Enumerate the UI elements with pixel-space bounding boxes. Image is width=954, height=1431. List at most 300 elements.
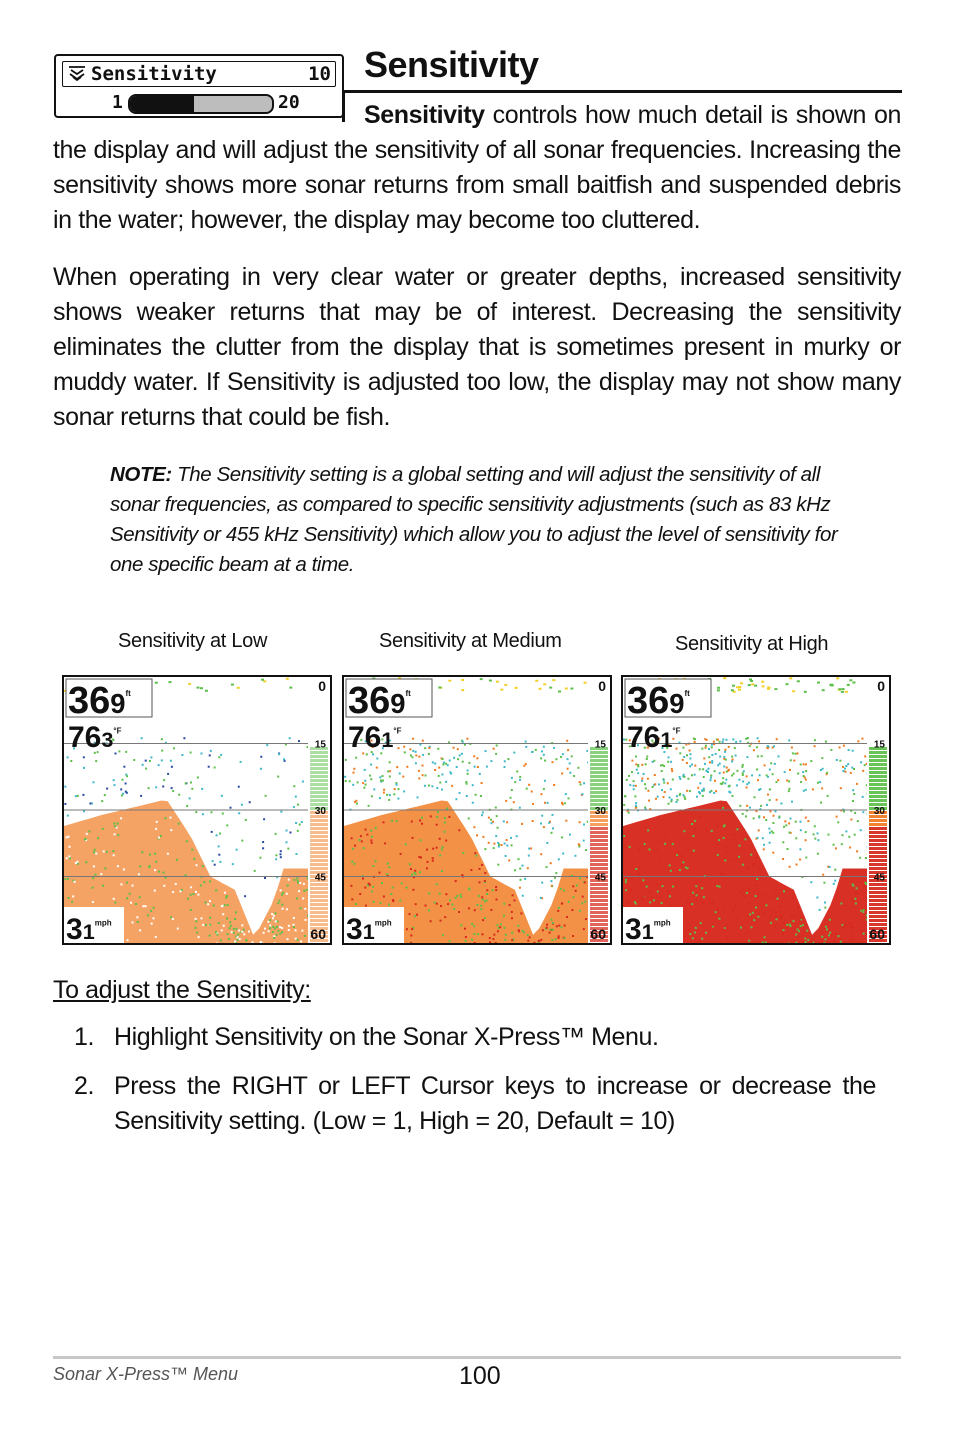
scale-segment (590, 891, 608, 894)
step-text: Highlight Sensitivity on the Sonar X-Press™ Menu. (114, 1023, 659, 1051)
sonar-return (222, 913, 224, 915)
sonar-return (351, 898, 353, 900)
sonar-return (215, 889, 217, 891)
sonar-return (460, 896, 462, 898)
sonar-return (104, 868, 106, 870)
sonar-return (645, 763, 647, 765)
caption-low: Sensitivity at Low (118, 630, 268, 652)
sonar-return (690, 753, 692, 755)
sonar-return (470, 869, 472, 871)
sonar-return (145, 905, 147, 907)
sonar-return (672, 843, 674, 845)
sonar-return (717, 689, 720, 691)
sonar-return (795, 915, 797, 917)
sonar-return (355, 903, 357, 905)
scale-segment (310, 763, 328, 766)
sonar-return (643, 773, 645, 775)
sonar-return (770, 810, 772, 812)
sonar-return (438, 687, 441, 689)
sonar-return (656, 850, 658, 852)
scale-segment (310, 855, 328, 858)
sonar-return (202, 813, 204, 815)
sonar-return (821, 757, 823, 759)
sonar-return (688, 929, 690, 931)
sonar-return (505, 934, 507, 936)
sonar-return (523, 931, 525, 933)
sonar-return (476, 834, 478, 836)
sonar-return (770, 897, 772, 899)
scale-segment (310, 887, 328, 890)
sonar-return (735, 918, 737, 920)
sonar-return (751, 926, 753, 928)
sonar-return (540, 793, 542, 795)
sonar-return (153, 917, 155, 919)
sonar-return (579, 877, 581, 879)
sonar-return (379, 797, 381, 799)
sonar-return (484, 880, 486, 882)
scale-segment (310, 771, 328, 774)
sonar-return (497, 827, 499, 829)
depth-scale-label: 60 (310, 926, 326, 942)
sonar-return (287, 885, 289, 887)
sonar-return (829, 866, 831, 868)
sonar-return (637, 772, 639, 774)
sonar-return (703, 757, 705, 759)
sonar-return (365, 905, 367, 907)
sonar-return (833, 883, 835, 885)
sonar-return (631, 771, 633, 773)
sonar-return (190, 782, 192, 784)
sonar-return (436, 847, 438, 849)
sonar-return (780, 803, 782, 805)
sonar-return (461, 679, 464, 681)
sonar-return (196, 932, 198, 934)
sonar-return (541, 882, 543, 884)
sonar-return (506, 821, 508, 823)
sonar-return (441, 870, 443, 872)
sonar-return (262, 841, 264, 843)
sonar-return (853, 926, 855, 928)
sonar-return (201, 917, 203, 919)
sonar-return (580, 784, 582, 786)
sonar-return (209, 917, 211, 919)
sonar-return (434, 763, 436, 765)
sonar-return (834, 880, 836, 882)
sonar-return (209, 935, 211, 937)
sonar-return (154, 869, 156, 871)
sonar-return (462, 761, 464, 763)
depth-scale-label: 45 (873, 872, 885, 884)
sonar-return (178, 794, 180, 796)
sonar-return (712, 925, 714, 927)
sonar-return (585, 918, 587, 920)
sonar-return (259, 943, 261, 944)
sonar-return (683, 756, 685, 758)
sonar-return (788, 780, 790, 782)
sonar-return (800, 764, 802, 766)
sonar-return (843, 811, 845, 813)
sonar-return (540, 757, 542, 759)
scale-segment (869, 775, 887, 778)
sonar-return (718, 839, 720, 841)
sonar-return (497, 864, 499, 866)
sonar-return (741, 766, 743, 768)
sonar-return (211, 831, 213, 833)
sonar-return (772, 822, 774, 824)
sonar-return (382, 775, 384, 777)
sonar-return (161, 750, 163, 752)
sonar-return (574, 855, 576, 857)
sonar-return (556, 925, 558, 927)
sonar-return (558, 925, 560, 927)
sonar-return (757, 737, 759, 739)
sonar-return (643, 895, 645, 897)
sonar-return (719, 772, 721, 774)
sonar-return (372, 865, 374, 867)
sonar-return (92, 901, 94, 903)
sonar-return (195, 920, 197, 922)
sonar-return (726, 937, 728, 939)
sonar-return (681, 864, 683, 866)
sonar-return (648, 800, 650, 802)
sonar-return (460, 894, 462, 896)
sonar-return (767, 747, 769, 749)
sonar-return (421, 823, 423, 825)
sonar-return (162, 786, 164, 788)
sonar-return (85, 861, 87, 863)
sonar-return (676, 854, 678, 856)
sonar-return (724, 925, 726, 927)
sonar-return (462, 852, 464, 854)
sonar-return (628, 775, 630, 777)
sonar-return (708, 748, 710, 750)
sonar-return (711, 754, 713, 756)
sonar-return (297, 804, 299, 806)
sonar-return (490, 760, 492, 762)
scale-segment (869, 755, 887, 758)
sonar-return (484, 848, 486, 850)
sonar-return (845, 771, 847, 773)
sonar-return (547, 802, 549, 804)
sonar-return (669, 895, 671, 897)
sonar-return (122, 793, 124, 795)
sonar-return (686, 790, 688, 792)
sonar-return (783, 826, 785, 828)
sonar-return (769, 799, 771, 801)
sonar-return (788, 790, 790, 792)
sonar-return (287, 848, 289, 850)
sonar-return (850, 772, 852, 774)
scale-segment (310, 799, 328, 802)
sonar-return (732, 795, 734, 797)
sonar-return (755, 907, 757, 909)
sonar-return (191, 788, 193, 790)
sonar-return (432, 761, 434, 763)
sonar-return (280, 811, 282, 813)
sonar-return (167, 853, 169, 855)
sonar-return (384, 842, 386, 844)
sonar-return (513, 801, 515, 803)
sonar-return (670, 761, 672, 763)
sonar-return (819, 909, 821, 911)
sonar-return (237, 934, 239, 936)
sonar-return (203, 881, 205, 883)
sonar-return (64, 803, 66, 805)
scale-segment (310, 795, 328, 798)
sonar-return (295, 822, 297, 824)
sonar-return (719, 763, 721, 765)
sonar-return (239, 938, 241, 940)
sonar-return (703, 896, 705, 898)
sonar-return (268, 930, 270, 932)
sonar-return (683, 830, 685, 832)
sonar-return (758, 913, 760, 915)
sonar-return (515, 687, 518, 689)
sonar-return (282, 908, 284, 910)
sonar-return (850, 926, 852, 928)
sonar-return (520, 879, 522, 881)
sonar-return (529, 936, 531, 938)
sonar-return (746, 756, 748, 758)
scale-segment (869, 827, 887, 830)
sonar-return (175, 883, 177, 885)
sonar-return (425, 775, 427, 777)
sonar-return (838, 688, 841, 690)
sonar-return (210, 750, 212, 752)
sonar-return (74, 881, 76, 883)
sonar-return (566, 740, 568, 742)
sonar-return (142, 905, 144, 907)
sonar-return (273, 915, 275, 917)
sonar-return (856, 783, 858, 785)
sonar-return (122, 779, 124, 781)
sonar-return (765, 941, 767, 943)
sonar-return (187, 898, 189, 900)
sonar-return (221, 795, 223, 797)
sonar-return (519, 807, 521, 809)
sonar-return (535, 749, 537, 751)
sonar-return (505, 855, 507, 857)
sonar-return (723, 837, 725, 839)
sonar-return (798, 930, 800, 932)
sonar-return (82, 794, 84, 796)
scale-segment (590, 867, 608, 870)
sonar-return (202, 924, 204, 926)
sonar-return (410, 935, 412, 937)
sonar-return (691, 903, 693, 905)
sonar-return (746, 805, 748, 807)
sonar-return (735, 741, 737, 743)
sonar-return (703, 776, 705, 778)
sonar-return (404, 751, 406, 753)
sonar-return (850, 937, 852, 939)
sonar-return (476, 855, 478, 857)
sonar-return (683, 774, 685, 776)
sonar-return (503, 915, 505, 917)
sonar-return (117, 865, 119, 867)
scale-segment (869, 795, 887, 798)
sonar-return (445, 840, 447, 842)
sonar-return (840, 938, 842, 940)
title-rule (344, 90, 902, 93)
sonar-return (352, 784, 354, 786)
sonar-return (265, 795, 267, 797)
sonar-return (731, 775, 733, 777)
sonar-return (705, 745, 707, 747)
sonar-return (689, 750, 691, 752)
sonar-return (444, 817, 446, 819)
sonar-return (558, 858, 560, 860)
sonar-return (789, 677, 792, 679)
sonar-return (440, 920, 442, 922)
scale-segment (869, 863, 887, 866)
sonar-return (814, 739, 816, 741)
depth-scale-label: 15 (873, 739, 885, 751)
scale-segment (869, 767, 887, 770)
sonar-return (854, 898, 856, 900)
sonar-return (396, 820, 398, 822)
sonar-return (297, 880, 299, 882)
sonar-return (711, 762, 713, 764)
sonar-return (709, 761, 711, 763)
sonar-return (514, 899, 516, 901)
sonar-return (790, 818, 792, 820)
sonar-return (701, 789, 703, 791)
sonar-return (511, 777, 513, 779)
sonar-return (550, 880, 552, 882)
sonar-return (392, 887, 394, 889)
sonar-return (564, 925, 566, 927)
sonar-return (762, 837, 764, 839)
sonar-return (840, 787, 842, 789)
sonar-return (468, 818, 470, 820)
sonar-return (375, 860, 377, 862)
sonar-return (742, 813, 744, 815)
sonar-return (465, 936, 467, 938)
sonar-return (777, 779, 779, 781)
sonar-return (724, 824, 726, 826)
sonar-return (769, 842, 771, 844)
sonar-return (625, 847, 627, 849)
sonar-return (843, 745, 845, 747)
sonar-return (758, 829, 760, 831)
sonar-return (740, 892, 742, 894)
sonar-return (511, 789, 513, 791)
scale-segment (310, 891, 328, 894)
sonar-return (283, 758, 285, 760)
sonar-return (826, 928, 828, 930)
sonar-return (701, 938, 703, 940)
sonar-return (281, 894, 283, 896)
sonar-return (233, 928, 235, 930)
sonar-return (415, 751, 417, 753)
sonar-return (803, 941, 805, 943)
scale-segment (590, 839, 608, 842)
sonar-return (300, 941, 302, 943)
sonar-return (500, 923, 502, 925)
sonar-return (655, 798, 657, 800)
sonar-return (865, 882, 867, 884)
sonar-return (459, 754, 461, 756)
scale-segment (590, 835, 608, 838)
sonar-return (273, 937, 275, 939)
sonar-return (186, 805, 188, 807)
sonar-return (495, 753, 497, 755)
sonar-return (263, 818, 265, 820)
sonar-return (405, 843, 407, 845)
sonar-return (571, 755, 573, 757)
sonar-return (825, 938, 827, 940)
sonar-return (455, 897, 457, 899)
sonar-return (723, 906, 725, 908)
sonar-return (449, 940, 451, 942)
scale-segment (310, 759, 328, 762)
sonar-return (708, 768, 710, 770)
sonar-return (436, 816, 438, 818)
sonar-return (695, 927, 697, 929)
sonar-return (833, 844, 835, 846)
sonar-return (783, 929, 785, 931)
sonar-return (235, 911, 237, 913)
sonar-return (761, 755, 763, 757)
sonar-return (456, 766, 458, 768)
sonar-return (582, 793, 584, 795)
sonar-return (836, 677, 839, 679)
scale-segment (590, 787, 608, 790)
sonar-return (582, 896, 584, 898)
sonar-return (95, 853, 97, 855)
sonar-return (746, 775, 748, 777)
sonar-return (88, 830, 90, 832)
sonar-return (103, 850, 105, 852)
sonar-return (243, 933, 245, 935)
sonar-return (430, 920, 432, 922)
sonar-return (722, 782, 724, 784)
scale-segment (590, 899, 608, 902)
sonar-return (488, 817, 490, 819)
sonar-return (730, 858, 732, 860)
sonar-return (633, 780, 635, 782)
sonar-return (852, 789, 854, 791)
sonar-return (775, 810, 777, 812)
sonar-return (205, 901, 207, 903)
sonar-return (197, 777, 199, 779)
sonar-return (718, 749, 720, 751)
sonar-return (762, 685, 765, 687)
scale-segment (869, 823, 887, 826)
sonar-return (440, 905, 442, 907)
sonar-return (453, 908, 455, 910)
sonar-return (852, 885, 854, 887)
sonar-return (176, 859, 178, 861)
sonar-return (782, 933, 784, 935)
sonar-return (272, 926, 274, 928)
sonar-return (553, 784, 555, 786)
sonar-plot (623, 677, 889, 943)
sonar-return (789, 832, 791, 834)
scale-segment (869, 855, 887, 858)
sonar-return (519, 779, 521, 781)
sonar-return (638, 873, 640, 875)
sonar-return (364, 780, 366, 782)
scale-segment (869, 763, 887, 766)
sonar-return (383, 896, 385, 898)
sonar-return (789, 866, 791, 868)
sonar-return (426, 867, 428, 869)
sonar-return (356, 803, 358, 805)
sonar-return (742, 781, 744, 783)
sonar-return (209, 900, 211, 902)
